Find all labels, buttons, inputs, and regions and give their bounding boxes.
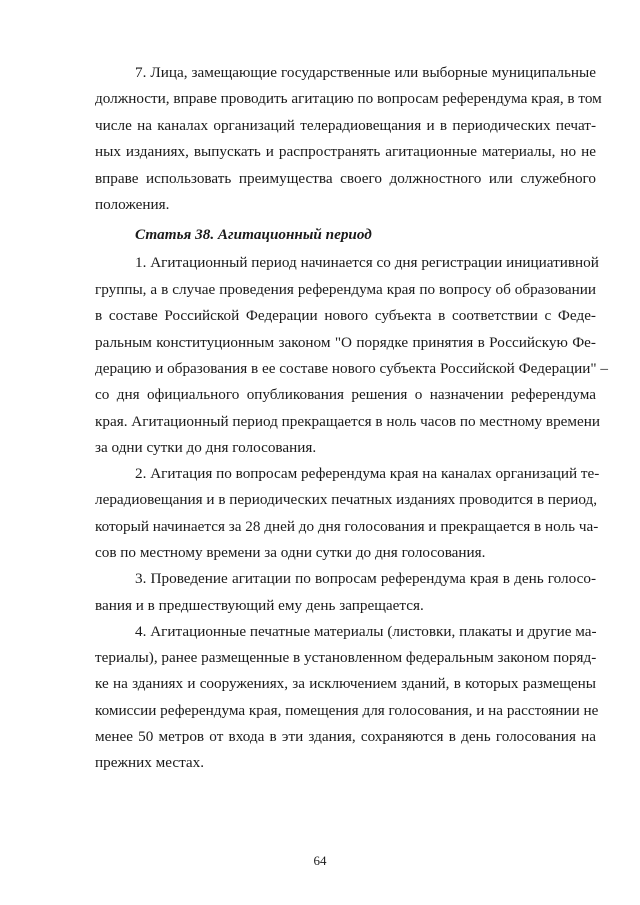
text-line: края. Агитационный период прекращается в ноль часов по местному времени [95,413,601,430]
text-line: ных изданиях, выпускать и распространять агитационные материалы, но не [95,143,596,160]
text-line: сов по местному времени за одни сутки до дня голосования. [95,544,486,561]
text-line: положения. [95,196,170,213]
text-line: в составе Российской Федерации нового субъекта в соответствии с Феде- [95,307,596,324]
text-line: 4. Агитационные печатные материалы (листовки, плакаты и другие ма- [135,623,597,640]
text-line: вправе использовать преимущества своего должностного или служебного [95,170,596,187]
text-line: со дня официального опубликования решения о назначении референдума [95,386,596,403]
text-line: лерадиовещания и в периодических печатных изданиях проводится в период, [95,491,598,508]
text-line: прежних местах. [95,754,205,771]
text-line: 1. Агитационный период начинается со дня регистрации инициативной [135,254,599,271]
text-line: который начинается за 28 дней до дня голосования и прекращается в ноль ча- [95,518,599,535]
text-line: териалы), ранее размещенные в установленном федеральным законом поряд- [95,649,597,666]
text-line: группы, а в случае проведения референдума края по вопросу об образовании [95,281,596,298]
text-line: менее 50 метров от входа в эти здания, сохраняются в день голосования на [95,728,596,745]
text-line: 3. Проведение агитации по вопросам референдума края в день голосо- [135,570,596,587]
text-line: за одни сутки до дня голосования. [95,439,317,456]
text-line: вания и в предшествующий ему день запрещается. [95,597,424,614]
page-number: 64 [313,853,327,868]
text-line: 2. Агитация по вопросам референдума края на каналах организаций те- [135,465,600,482]
text-line: дерацию и образования в ее составе нового субъекта Российской Федерации" – [95,360,608,377]
text-line: ке на зданиях и сооружениях, за исключением зданий, в которых размещены [95,675,596,692]
text-line: ральным конституционным законом "О порядке принятия в Российскую Фе- [95,334,596,351]
text-line: должности, вправе проводить агитацию по вопросам референдума края, в том [95,90,602,107]
text-line: комиссии референдума края, помещения для голосования, и на расстоянии не [95,702,599,719]
text-line: числе на каналах организаций телерадиовещания и в периодических печат- [95,117,596,134]
article-heading: Статья 38. Агитационный период [135,226,372,243]
text-line: 7. Лица, замещающие государственные или выборные муниципальные [135,64,596,81]
